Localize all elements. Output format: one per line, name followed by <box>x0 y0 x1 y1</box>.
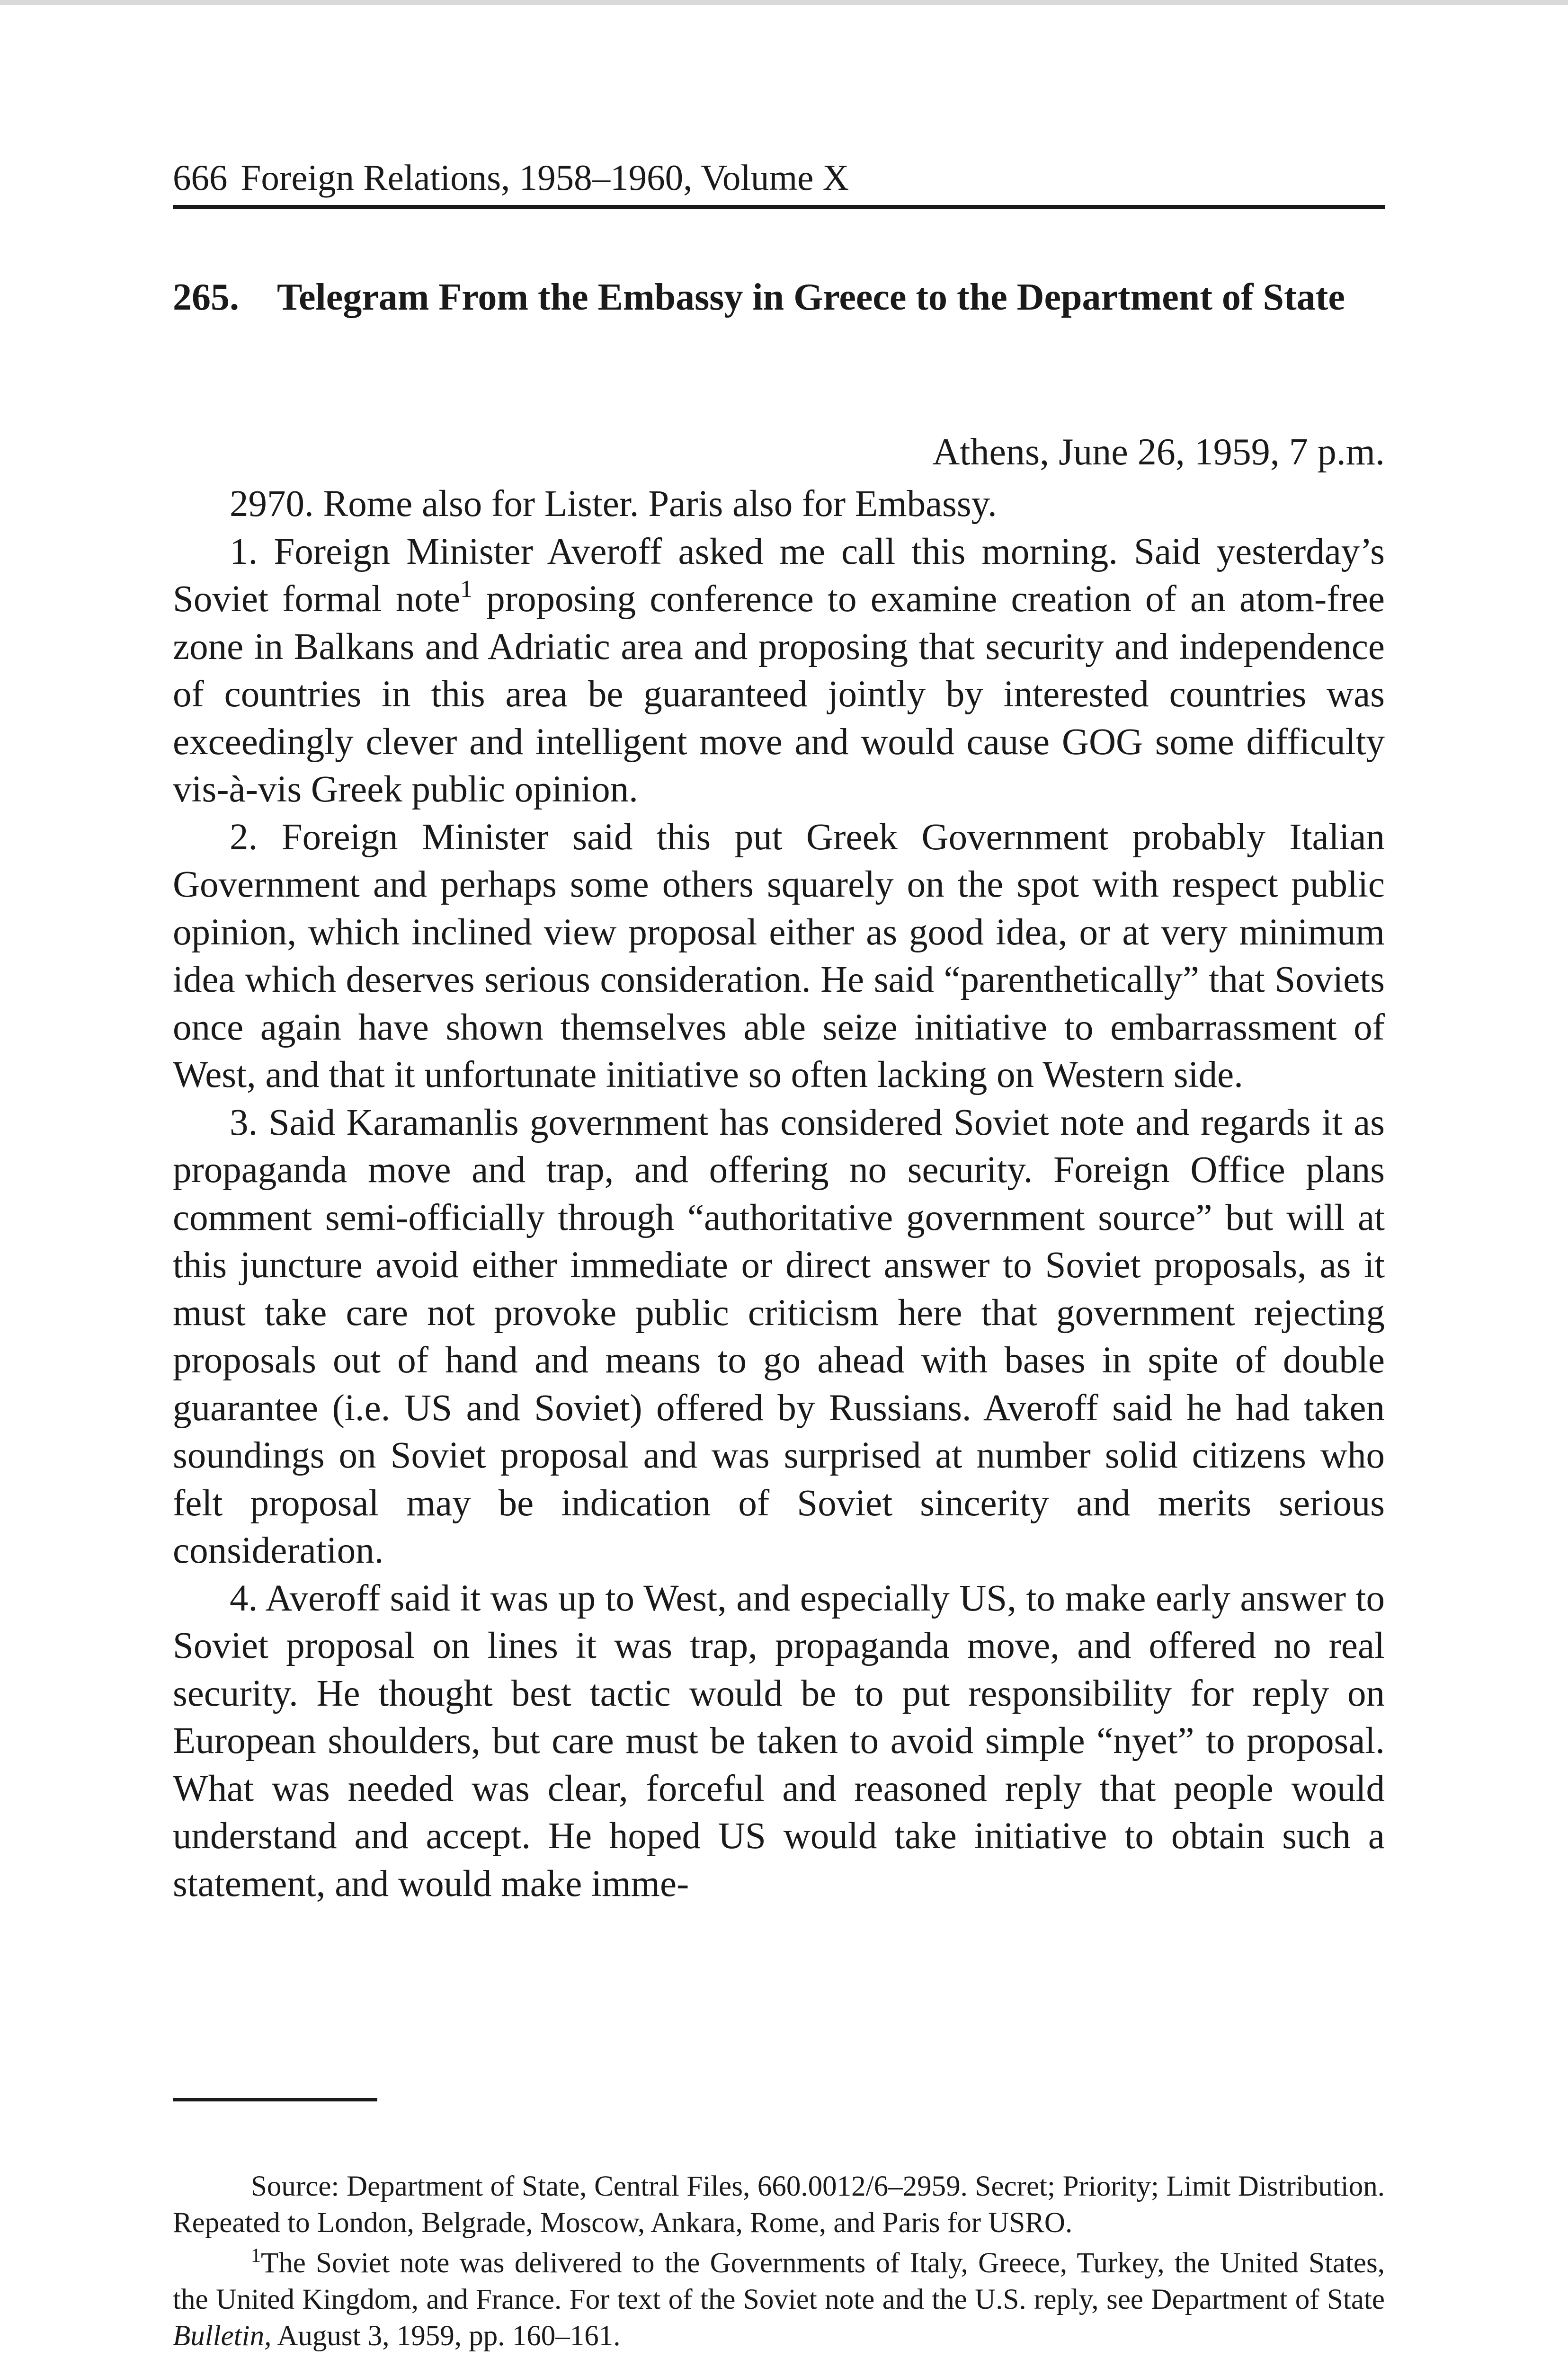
footnote-1-text-a: The Soviet note was delivered to the Governments of Italy, Greece, Turkey, the United States, the United Kingdom, and France. For text of the Soviet note and the U.S. reply, see Department of State <box>173 2247 1385 2315</box>
document-title: Telegram From the Embassy in Greece to the Department of State <box>277 276 1345 318</box>
paragraph-3: 3. Said Karamanlis government has considered Soviet note and regards it as propaganda move and trap, and offering no security. Foreign Office plans comment semi-officially through “authoritative government source” but will at this juncture avoid either immediate or direct answer to Soviet proposals, as it must take care not provoke public criticism here that government rejecting proposals out of hand and means to go ahead with bases in spite of double guarantee (i.e. US and Soviet) offered by Russians. Averoff said he had taken soundings on Soviet proposal and was surprised at number solid citizens who felt proposal may be indication of Soviet sincerity and merits serious consideration. <box>173 1102 1385 1571</box>
paragraph-1-text-a: 1. Foreign Minister Averoff asked me call this morning. Said yesterday’s Soviet formal note <box>173 531 1385 620</box>
footnotes <box>173 2168 1385 2354</box>
footnote-rule <box>173 2098 377 2101</box>
footnote-1 <box>173 2245 1385 2354</box>
page-number: 666 <box>173 157 228 198</box>
paragraph-4: 4. Averoff said it was up to West, and especially US, to make early answer to Soviet proposal on lines it was trap, propaganda move, and offered no real security. He thought best tactic would be to put responsibility for reply on European shoulders, but care must be taken to avoid simple “nyet” to proposal. What was needed was clear, forceful and reasoned reply that people would understand and accept. He hoped US would take initiative to obtain such a statement, and would make imme- <box>173 1577 1385 1904</box>
footnote-1-text-b: August 3, 1959, pp. 160–161. <box>271 2320 621 2352</box>
paragraph-2: 2. Foreign Minister said this put Greek Government probably Italian Government and perhaps some others squarely on the spot with respect public opinion, which inclined view proposal either as good idea, or at very minimum idea which deserves serious consideration. He said “parenthetically” that Soviets once again have shown themselves able seize initiative to embarrassment of West, and that it unfortunate initiative so often lacking on Western side. <box>173 816 1385 1095</box>
footnote-reference-1: 1 <box>460 576 472 603</box>
telegram-intro: 2970. Rome also for Lister. Paris also for Embassy. <box>230 483 997 525</box>
footnote-1-mark: 1 <box>251 2245 261 2267</box>
header-rule <box>173 205 1385 209</box>
paragraph-1-text-b: proposing conference to examine creation of an atom-free zone in Balkans and Adriatic area and proposing that security and independence of countries in this area be guaranteed jointly by interested countries was exceedingly clever and intelligent move and would cause GOG some difficulty vis-à-vis Greek public opinion. <box>173 578 1385 810</box>
paragraph-1 <box>173 528 1385 814</box>
dateline: Athens, June 26, 1959, 7 p.m. <box>932 431 1385 473</box>
page-top-edge <box>0 0 1568 5</box>
document-number: 265. <box>173 276 239 318</box>
source-note: Source: Department of State, Central Files, 660.0012/6–2959. Secret; Priority; Limit Distribution. Repeated to London, Belgrade, Moscow, Ankara, Rome, and Paris for USRO. <box>173 2171 1385 2239</box>
running-header <box>173 154 1385 201</box>
telegram-body <box>173 481 1385 1908</box>
running-title: Foreign Relations, 1958–1960, Volume X <box>241 157 849 198</box>
footnote-1-italic: Bulletin, <box>173 2320 272 2352</box>
